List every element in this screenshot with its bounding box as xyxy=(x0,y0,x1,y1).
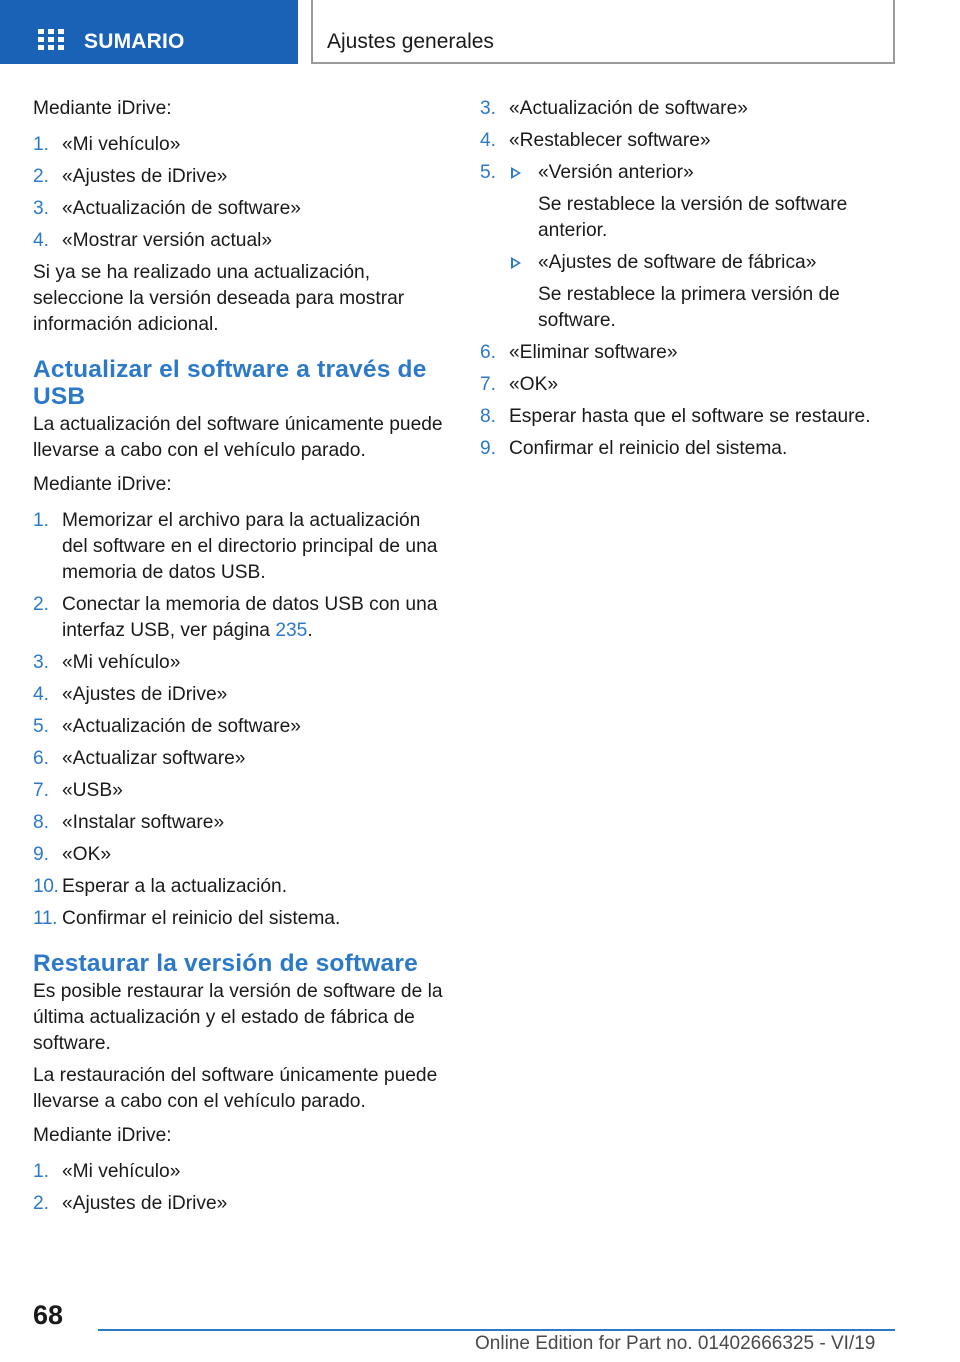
list-number: 3. xyxy=(33,652,50,673)
list-number: 1. xyxy=(33,134,50,155)
intro-text: Mediante iDrive: xyxy=(33,1125,172,1146)
list-item-text: Conectar la memoria de datos USB con una interfaz USB, ver página xyxy=(62,594,438,641)
page-number: 68 xyxy=(33,1300,64,1330)
left-column xyxy=(33,96,443,1223)
edition-text: Online Edition for Part no. 01402666325 - VI/19 xyxy=(475,1333,876,1354)
list-number: 6. xyxy=(480,342,497,363)
steps-list-2 xyxy=(33,508,443,932)
list-item xyxy=(33,650,443,676)
list-item-text: «Ajustes de iDrive» xyxy=(62,684,228,705)
intro-text: Mediante iDrive: xyxy=(33,474,172,495)
steps-list-3 xyxy=(33,1159,443,1217)
intro-text: Mediante iDrive: xyxy=(33,98,172,119)
triangle-bullet-icon xyxy=(511,167,521,179)
list-item xyxy=(480,160,900,334)
section-title: Ajustes generales xyxy=(327,30,494,53)
steps-list-1 xyxy=(33,132,443,254)
list-item-text: «Actualizar software» xyxy=(62,748,246,769)
list-item-text: «Restablecer software» xyxy=(509,130,711,151)
list-number: 2. xyxy=(33,1193,50,1214)
list-item xyxy=(480,96,900,122)
list-item-text: «Mi vehículo» xyxy=(62,134,181,155)
list-number: 5. xyxy=(480,162,497,183)
list-number: 1. xyxy=(33,1161,50,1182)
list-number: 3. xyxy=(33,198,50,219)
list-item-text: Confirmar el reinicio del sistema. xyxy=(509,438,788,459)
list-number: 1. xyxy=(33,510,50,531)
list-number: 3. xyxy=(480,98,497,119)
punctuation: . xyxy=(307,620,313,641)
list-item-text: «USB» xyxy=(62,780,123,801)
right-column xyxy=(480,96,900,468)
list-item xyxy=(33,164,443,190)
list-item-text: Esperar hasta que el software se restaure. xyxy=(509,406,871,427)
list-item xyxy=(33,682,443,708)
list-item xyxy=(480,340,900,366)
paragraph: Es posible restaurar la versión de software de la última actualización y el estado de fábrica de software. xyxy=(33,981,443,1054)
list-number: 7. xyxy=(480,374,497,395)
section-heading: Actualizar el software a través de USB xyxy=(33,356,427,410)
list-item xyxy=(480,128,900,154)
list-number: 9. xyxy=(480,438,497,459)
list-item xyxy=(33,778,443,804)
triangle-bullet-icon xyxy=(511,257,521,269)
list-number: 9. xyxy=(33,844,50,865)
grid-icon xyxy=(38,29,66,51)
list-item-text: «Actualización de software» xyxy=(62,198,301,219)
page-link[interactable]: 235 xyxy=(275,620,308,641)
list-item-text: «Actualización de software» xyxy=(509,98,748,119)
list-item xyxy=(33,874,443,900)
footer-divider xyxy=(98,1329,895,1331)
sub-option-description: Se restablece la primera versión de software. xyxy=(538,284,840,331)
list-number: 5. xyxy=(33,716,50,737)
sub-option xyxy=(509,160,900,244)
list-item-text: «Ajustes de iDrive» xyxy=(62,166,228,187)
list-item-text: «Actualización de software» xyxy=(62,716,301,737)
list-item xyxy=(33,592,443,644)
list-number: 6. xyxy=(33,748,50,769)
section-title-box xyxy=(311,0,895,64)
toc-label: SUMARIO xyxy=(84,30,185,53)
list-item xyxy=(33,906,443,932)
list-number: 4. xyxy=(33,230,50,251)
list-number: 4. xyxy=(33,684,50,705)
sub-option xyxy=(509,250,900,334)
sub-option-label: «Versión anterior» xyxy=(538,162,694,183)
list-item-text: «Mi vehículo» xyxy=(62,1161,181,1182)
list-item-text: «OK» xyxy=(62,844,112,865)
list-item xyxy=(33,810,443,836)
sub-option-description: Se restablece la versión de software anterior. xyxy=(538,194,848,241)
list-number: 4. xyxy=(480,130,497,151)
list-number: 7. xyxy=(33,780,50,801)
section-heading: Restaurar la versión de software xyxy=(33,950,418,977)
paragraph: La actualización del software únicamente puede llevarse a cabo con el vehículo parado. xyxy=(33,414,443,461)
list-item-text: «Ajustes de iDrive» xyxy=(62,1193,228,1214)
toc-button[interactable] xyxy=(0,0,298,64)
sub-option-label: «Ajustes de software de fábrica» xyxy=(538,252,817,273)
list-item xyxy=(33,1159,443,1185)
list-item xyxy=(480,372,900,398)
paragraph: La restauración del software únicamente puede llevarse a cabo con el vehículo parado. xyxy=(33,1065,438,1112)
list-item xyxy=(480,404,900,430)
list-item xyxy=(33,714,443,740)
list-item-text: «Mi vehículo» xyxy=(62,652,181,673)
list-number: 2. xyxy=(33,594,50,615)
list-number: 11. xyxy=(33,908,58,929)
list-number: 10. xyxy=(33,876,59,897)
list-item-text: Memorizar el archivo para la actualización del software en el directorio principal de una memoria de datos USB. xyxy=(62,510,438,583)
list-item xyxy=(480,436,900,462)
list-item-text: «Instalar software» xyxy=(62,812,225,833)
list-item xyxy=(33,746,443,772)
list-item xyxy=(33,228,443,254)
list-item-text: Confirmar el reinicio del sistema. xyxy=(62,908,341,929)
list-item-text: «OK» xyxy=(509,374,559,395)
paragraph: Si ya se ha realizado una actualización, seleccione la versión deseada para mostrar información adicional. xyxy=(33,262,405,335)
list-item-text: «Eliminar software» xyxy=(509,342,678,363)
list-item-text: «Mostrar versión actual» xyxy=(62,230,273,251)
list-item xyxy=(33,196,443,222)
list-item-text: Esperar a la actualización. xyxy=(62,876,288,897)
list-number: 8. xyxy=(33,812,50,833)
sub-option-list xyxy=(509,160,900,334)
list-number: 8. xyxy=(480,406,497,427)
list-number: 2. xyxy=(33,166,50,187)
list-item xyxy=(33,508,443,586)
steps-list-3-continued xyxy=(480,96,900,462)
list-item xyxy=(33,132,443,158)
list-item xyxy=(33,842,443,868)
list-item xyxy=(33,1191,443,1217)
